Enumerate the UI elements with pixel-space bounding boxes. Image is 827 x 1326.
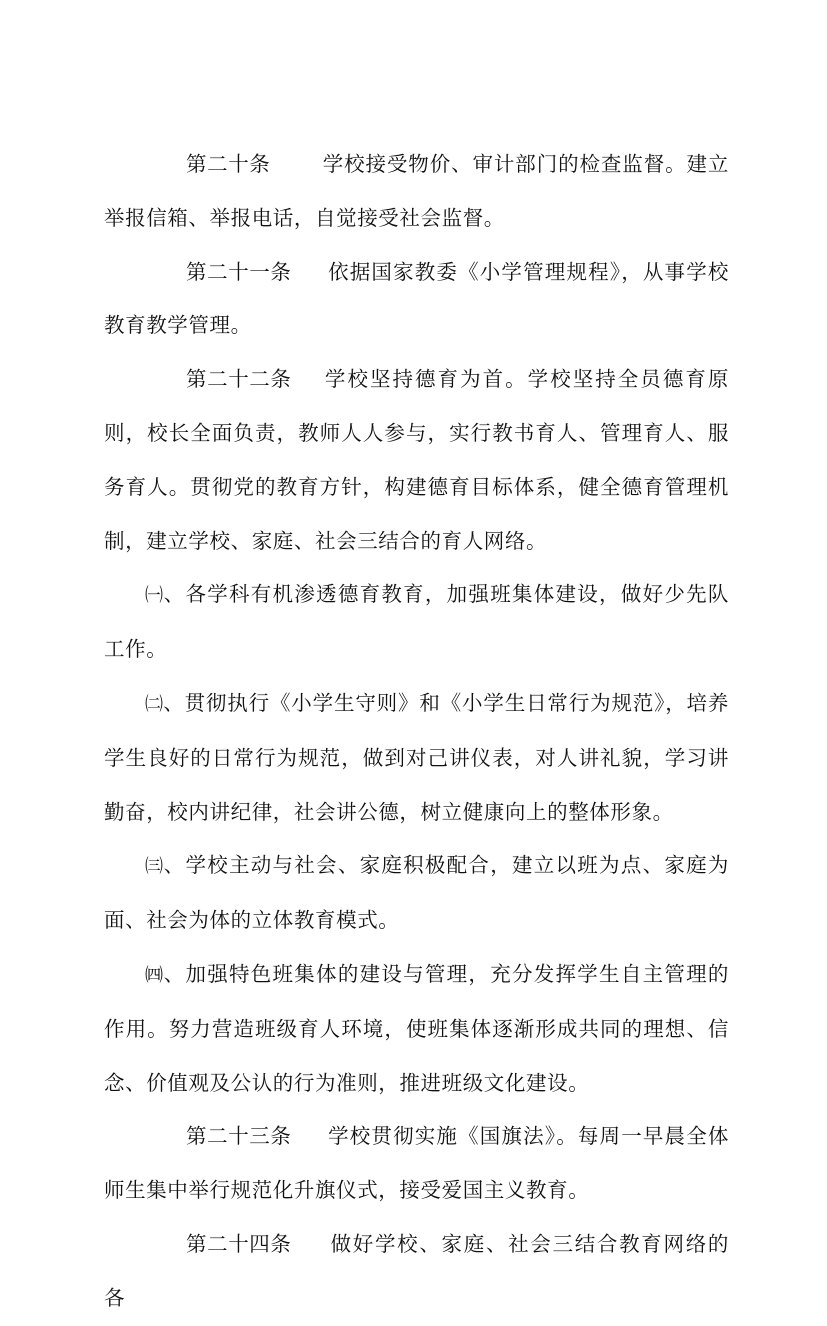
item-1-text: 、各学科有机渗透德育教育，加强班集体建设，做好少先队工作。 [104,582,729,662]
item-4 [104,948,729,1110]
item-3-text: 、学校主动与社会、家庭积极配合，建立以班为点、家庭为面、社会为体的立体教育模式。 [104,853,729,933]
item-3 [104,839,729,948]
article-20-text: 学校接受物价、审计部门的检查监督。建立举报信箱、举报电话，自觉接受社会监督。 [104,152,729,230]
article-22-label: 第二十二条 [186,367,292,392]
article-21-text: 依据国家教委《小学管理规程》，从事学校教育教学管理。 [104,259,729,338]
item-2-mark: ㈡ [145,693,164,715]
item-3-mark: ㈢ [145,856,164,878]
document-page [104,138,729,1326]
item-1-mark: ㈠ [145,585,164,607]
article-24-label: 第二十四条 [186,1231,292,1256]
article-24 [104,1218,729,1326]
article-20 [104,138,729,246]
item-1 [104,568,729,677]
article-21-label: 第二十一条 [186,259,292,284]
item-2-text: 、贯彻执行《小学生守则》和《小学生日常行为规范》，培养学生良好的日常行为规范，做到对己讲仪表，对人讲礼貌，学习讲勤奋，校内讲纪律，社会讲公德，树立健康向上的整体形象。 [104,690,730,824]
article-23-label: 第二十三条 [186,1124,292,1149]
article-21 [104,246,729,354]
item-4-mark: ㈣ [145,964,164,986]
article-22 [104,353,729,568]
item-4-text: 、加强特色班集体的建设与管理，充分发挥学生自主管理的作用。努力营造班级育人环境，使班集体逐渐形成共同的理想、信念、价值观及公认的行为准则，推进班级文化建设。 [104,961,729,1095]
article-20-label: 第二十条 [186,152,271,176]
article-24-text: 做好学校、家庭、社会三结合教育网络的各 [104,1231,729,1310]
article-22-text: 学校坚持德育为首。学校坚持全员德育原则，校长全面负责，教师人人参与，实行教书育人、管理育人、服务育人。贯彻党的教育方针，构建德育目标体系，健全德育管理机制，建立学校、家庭、社会三结合的育人网络。 [104,367,729,553]
article-23-text: 学校贯彻实施《国旗法》。每周一早晨全体师生集中举行规范化升旗仪式，接受爱国主义教育。 [104,1124,729,1203]
article-23 [104,1110,729,1218]
item-2 [104,677,729,839]
